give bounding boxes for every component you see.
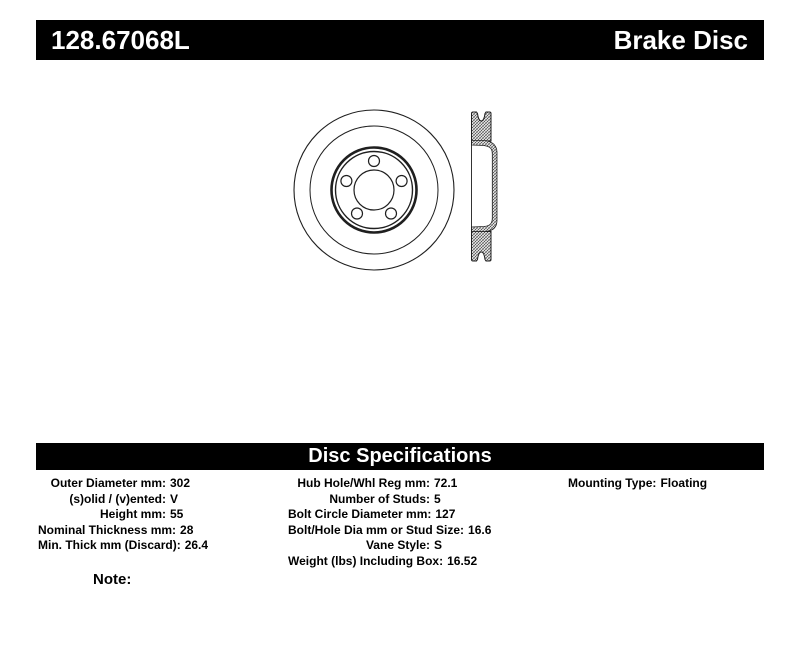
- spec-section-title: Disc Specifications: [308, 445, 492, 467]
- header-bar: [36, 20, 764, 60]
- spec-label: Outer Diameter mm:: [50, 476, 166, 490]
- spec-section-header: [36, 443, 764, 470]
- spec-row-nominal-thickness: [38, 523, 273, 539]
- part-number: 128.67068L: [51, 25, 190, 55]
- spec-value: 26.4: [184, 538, 209, 552]
- note-label: Note:: [93, 571, 132, 588]
- hub-ring-outer-circle: [332, 148, 417, 233]
- section-hat-wall: [472, 141, 498, 232]
- spec-value: 28: [180, 522, 194, 537]
- bolt-hole: [352, 208, 363, 219]
- spec-row-vane-style: [288, 538, 553, 554]
- spec-label: Vane Style:: [365, 538, 430, 552]
- outer-diameter-circle: [294, 110, 454, 270]
- spec-label: Number of Studs:: [329, 491, 430, 506]
- spec-label: (s)olid / (v)ented:: [69, 491, 166, 506]
- bolt-hole: [386, 208, 397, 219]
- spec-label: Hub Hole/Whl Reg mm:: [297, 476, 430, 490]
- spec-row-bolt-hole-dia: [288, 523, 553, 539]
- spec-value: 127: [435, 507, 456, 521]
- hub-ring-inner-circle: [336, 152, 413, 229]
- spec-row-number-of-studs: [288, 492, 553, 508]
- spec-row-bolt-circle-diameter: [288, 507, 553, 523]
- page-title: Brake Disc: [613, 25, 748, 55]
- spec-value: 16.6: [468, 522, 492, 537]
- spec-value: 16.52: [447, 553, 478, 568]
- spec-label: Nominal Thickness mm:: [38, 522, 177, 537]
- bolt-hole: [369, 156, 380, 167]
- spec-column-left: [38, 476, 273, 554]
- spec-column-right: [568, 476, 763, 492]
- center-hub-hole: [354, 170, 394, 210]
- disc-front-view: [294, 110, 454, 270]
- spec-row-height: [38, 507, 273, 523]
- spec-value: 302: [170, 476, 191, 490]
- spec-value: 55: [170, 507, 184, 521]
- section-bottom-friction-ring: [472, 232, 492, 262]
- spec-value: 5: [434, 491, 441, 506]
- spec-row-weight: [288, 554, 553, 570]
- disc-cross-section: [472, 112, 498, 261]
- spec-value: V: [170, 491, 179, 506]
- spec-row-solid-vented: [38, 492, 273, 508]
- section-top-friction-ring: [472, 112, 492, 141]
- bolt-hole: [396, 176, 407, 187]
- spec-row-outer-diameter: [38, 476, 273, 492]
- spec-label: Height mm:: [100, 507, 166, 521]
- spec-value: Floating: [660, 476, 708, 490]
- spec-value: 72.1: [434, 476, 458, 490]
- spec-label: Bolt Circle Diameter mm:: [288, 507, 432, 521]
- spec-label: Bolt/Hole Dia mm or Stud Size:: [288, 522, 465, 537]
- spec-value: S: [434, 538, 443, 552]
- brake-disc-technical-drawing: [285, 100, 510, 285]
- spec-label: Mounting Type:: [568, 476, 657, 490]
- spec-row-mounting-type: [568, 476, 763, 492]
- bolt-hole: [341, 176, 352, 187]
- spec-label: Min. Thick mm (Discard):: [38, 538, 181, 552]
- spec-row-min-thick: [38, 538, 273, 554]
- spec-label: Weight (lbs) Including Box:: [288, 553, 444, 568]
- spec-row-hub-hole: [288, 476, 553, 492]
- spec-column-center: [288, 476, 553, 569]
- friction-surface-circle: [310, 126, 438, 254]
